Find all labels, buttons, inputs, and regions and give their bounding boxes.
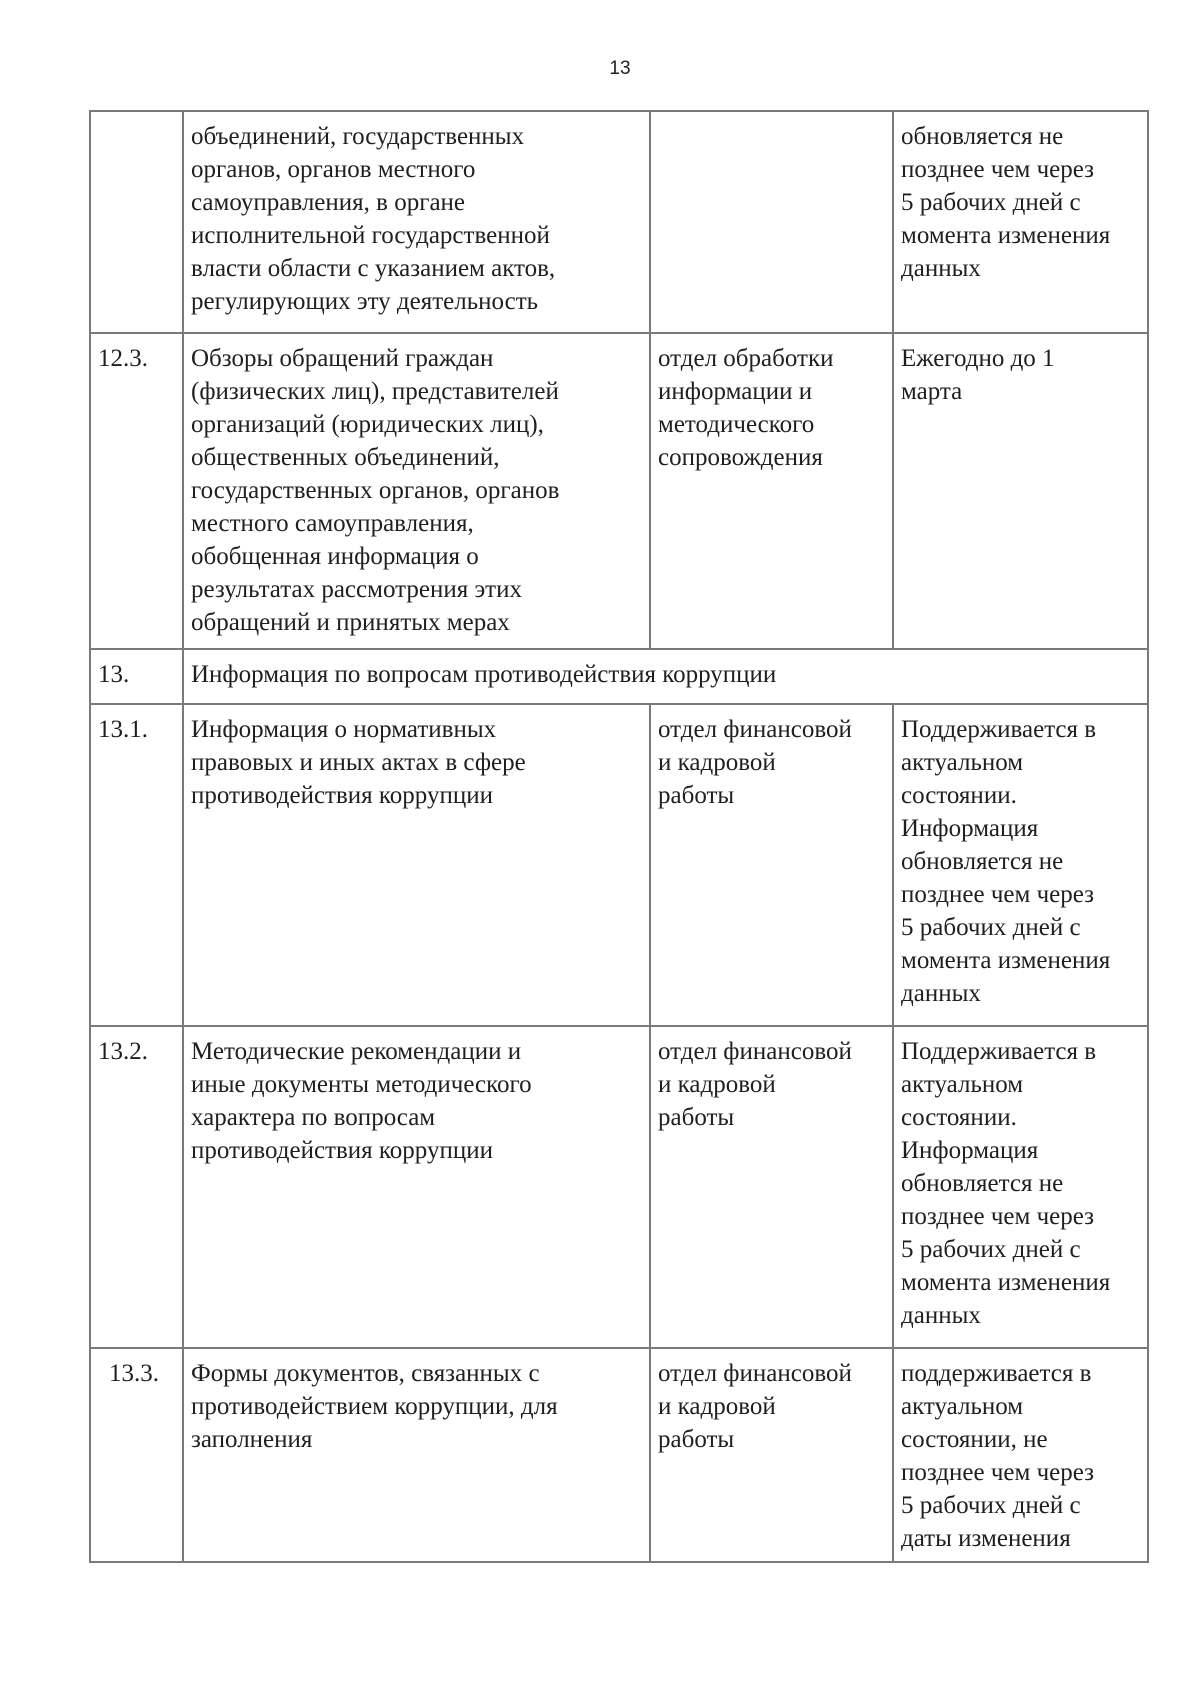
row-description: Информация о нормативных правовых и иных актах в сфере противодействия коррупции xyxy=(183,704,650,1026)
row-description: Формы документов, связанных с противодействием коррупции, для заполнения xyxy=(183,1348,650,1562)
row-department: отдел финансовой и кадровой работы xyxy=(650,1348,893,1562)
row-number: 13.2. xyxy=(90,1026,183,1348)
row-description: Методические рекомендации и иные документы методического характера по вопросам противодействия коррупции xyxy=(183,1026,650,1348)
row-department xyxy=(650,111,893,333)
row-department: отдел финансовой и кадровой работы xyxy=(650,1026,893,1348)
row-deadline: Ежегодно до 1 марта xyxy=(893,333,1148,649)
row-department: отдел финансовой и кадровой работы xyxy=(650,704,893,1026)
table-row xyxy=(90,1348,1148,1562)
row-number: 13.1. xyxy=(90,704,183,1026)
row-deadline: поддерживается в актуальном состоянии, не позднее чем через 5 рабочих дней с даты изменения xyxy=(893,1348,1148,1562)
row-deadline: Поддерживается в актуальном состоянии. Информация обновляется не позднее чем через 5 рабочих дней с момента изменения данных xyxy=(893,1026,1148,1348)
table-row xyxy=(90,333,1148,649)
row-number xyxy=(90,111,183,333)
information-table xyxy=(89,110,1149,1563)
row-description: объединений, государственных органов, органов местного самоуправления, в органе исполнительной государственной власти области с указанием актов, регулирующих эту деятельность xyxy=(183,111,650,333)
section-row xyxy=(90,649,1148,704)
row-department: отдел обработки информации и методического сопровождения xyxy=(650,333,893,649)
row-number: 12.3. xyxy=(90,333,183,649)
table-row xyxy=(90,1026,1148,1348)
table-row xyxy=(90,111,1148,333)
row-number: 13.3. xyxy=(90,1348,183,1562)
row-deadline: обновляется не позднее чем через 5 рабочих дней с момента изменения данных xyxy=(893,111,1148,333)
row-deadline: Поддерживается в актуальном состоянии. Информация обновляется не позднее чем через 5 рабочих дней с момента изменения данных xyxy=(893,704,1148,1026)
page-number: 13 xyxy=(609,58,631,79)
section-number: 13. xyxy=(90,649,183,704)
table-row xyxy=(90,704,1148,1026)
row-description: Обзоры обращений граждан (физических лиц), представителей организаций (юридических лиц), общественных объединений, государственных органов, органов местного самоуправления, обобщенная информация о результатах рассмотрения этих обращений и принятых мерах xyxy=(183,333,650,649)
section-title: Информация по вопросам противодействия коррупции xyxy=(183,649,1148,704)
